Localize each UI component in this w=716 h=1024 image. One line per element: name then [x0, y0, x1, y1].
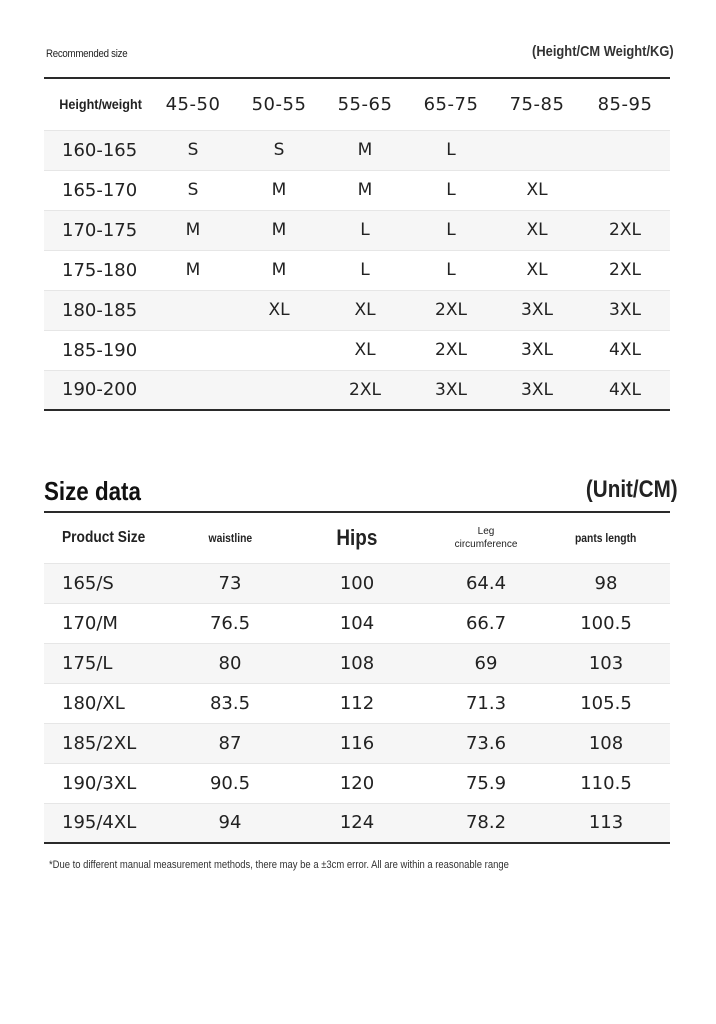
product-size-cell: 170/M [44, 603, 176, 643]
size-cell: L [322, 210, 408, 250]
pants-length-header-label: pants length [575, 530, 637, 545]
length-cell: 113 [542, 803, 670, 843]
hips-cell: 100 [284, 563, 430, 603]
table-row [44, 723, 670, 763]
table-row [44, 370, 670, 410]
size-cell: XL [236, 290, 322, 330]
size-cell: XL [494, 250, 580, 290]
size-cell: 3XL [494, 330, 580, 370]
size-data-table [44, 511, 670, 844]
recommended-size-header [44, 40, 674, 70]
size-cell: XL [494, 170, 580, 210]
size-data-header-row [44, 512, 670, 563]
product-size-cell: 190/3XL [44, 763, 176, 803]
size-cell [150, 370, 236, 410]
hips-cell: 112 [284, 683, 430, 723]
leg-header-line1: Leg [477, 525, 495, 537]
size-cell: 2XL [580, 210, 670, 250]
table-row [44, 290, 670, 330]
leg-cell: 64.4 [430, 563, 542, 603]
hips-header-label: Hips [336, 524, 378, 550]
hips-cell: 116 [284, 723, 430, 763]
size-cell: L [408, 250, 494, 290]
leg-circumference-header [430, 512, 542, 563]
pants-length-header [542, 512, 670, 563]
size-cell [580, 170, 670, 210]
size-cell: XL [322, 330, 408, 370]
hips-cell: 124 [284, 803, 430, 843]
measurement-footnote: *Due to different manual measurement methods, there may be a ±3cm error. All are within a reasonable range [49, 859, 509, 871]
size-cell: XL [494, 210, 580, 250]
size-cell: 3XL [494, 290, 580, 330]
size-cell: L [322, 250, 408, 290]
table-row [44, 130, 670, 170]
waistline-cell: 90.5 [176, 763, 284, 803]
recommended-header-row [44, 78, 670, 130]
length-cell: 110.5 [542, 763, 670, 803]
weight-column-header: 45-50 [165, 93, 221, 115]
size-cell: L [408, 170, 494, 210]
leg-cell: 66.7 [430, 603, 542, 643]
recommended-size-title: Recommended size [46, 48, 128, 60]
size-cell: M [236, 170, 322, 210]
hips-cell: 104 [284, 603, 430, 643]
weight-column-header: 55-65 [337, 93, 393, 115]
product-size-cell: 195/4XL [44, 803, 176, 843]
product-size-cell: 185/2XL [44, 723, 176, 763]
product-size-cell: 165/S [44, 563, 176, 603]
waistline-cell: 83.5 [176, 683, 284, 723]
height-range-cell: 190-200 [44, 370, 150, 410]
size-cell: 4XL [580, 330, 670, 370]
size-cell [236, 330, 322, 370]
leg-cell: 75.9 [430, 763, 542, 803]
size-cell: 3XL [408, 370, 494, 410]
table-row [44, 563, 670, 603]
table-row [44, 683, 670, 723]
recommended-size-table [44, 77, 670, 411]
size-cell: S [150, 130, 236, 170]
height-range-cell: 185-190 [44, 330, 150, 370]
size-cell: 3XL [494, 370, 580, 410]
size-cell: L [408, 210, 494, 250]
size-cell [494, 130, 580, 170]
height-range-cell: 180-185 [44, 290, 150, 330]
size-cell: 2XL [580, 250, 670, 290]
hips-cell: 120 [284, 763, 430, 803]
weight-column-header: 85-95 [597, 93, 653, 115]
product-size-cell: 180/XL [44, 683, 176, 723]
table-row [44, 803, 670, 843]
hips-header [284, 512, 430, 563]
table-row [44, 330, 670, 370]
table-row [44, 603, 670, 643]
length-cell: 98 [542, 563, 670, 603]
waistline-header-label: waistline [208, 530, 252, 545]
table-row [44, 763, 670, 803]
table-row [44, 250, 670, 290]
leg-cell: 71.3 [430, 683, 542, 723]
waistline-cell: 87 [176, 723, 284, 763]
hips-cell: 108 [284, 643, 430, 683]
length-cell: 108 [542, 723, 670, 763]
waistline-cell: 73 [176, 563, 284, 603]
size-cell: M [322, 130, 408, 170]
waistline-cell: 80 [176, 643, 284, 683]
height-range-cell: 160-165 [44, 130, 150, 170]
leg-cell: 69 [430, 643, 542, 683]
size-cell [150, 290, 236, 330]
size-data-header [44, 470, 678, 510]
size-cell: 3XL [580, 290, 670, 330]
size-cell: 2XL [408, 290, 494, 330]
height-range-cell: 175-180 [44, 250, 150, 290]
size-cell [580, 130, 670, 170]
size-cell [236, 370, 322, 410]
size-cell: M [150, 210, 236, 250]
length-cell: 100.5 [542, 603, 670, 643]
weight-column-header: 50-55 [251, 93, 307, 115]
size-data-title: Size data [44, 476, 141, 506]
length-cell: 103 [542, 643, 670, 683]
table-row [44, 170, 670, 210]
waistline-cell: 94 [176, 803, 284, 843]
weight-column-header: 65-75 [423, 93, 479, 115]
leg-cell: 78.2 [430, 803, 542, 843]
leg-cell: 73.6 [430, 723, 542, 763]
length-cell: 105.5 [542, 683, 670, 723]
leg-header-line2: circumference [454, 538, 518, 550]
size-data-unit-note: (Unit/CM) [586, 476, 678, 503]
weight-column-header: 75-85 [509, 93, 565, 115]
table-row [44, 643, 670, 683]
size-cell: XL [322, 290, 408, 330]
product-size-header [44, 512, 176, 563]
size-cell: L [408, 130, 494, 170]
waistline-header [176, 512, 284, 563]
size-cell: M [236, 250, 322, 290]
height-range-cell: 170-175 [44, 210, 150, 250]
height-range-cell: 165-170 [44, 170, 150, 210]
size-cell: M [322, 170, 408, 210]
table-row [44, 210, 670, 250]
size-cell: M [236, 210, 322, 250]
size-cell: 4XL [580, 370, 670, 410]
product-size-header-label: Product Size [62, 528, 146, 546]
waistline-cell: 76.5 [176, 603, 284, 643]
size-cell: 2XL [408, 330, 494, 370]
size-cell: M [150, 250, 236, 290]
size-cell: S [150, 170, 236, 210]
height-weight-corner-header: Height/weight [59, 96, 142, 113]
recommended-unit-note: (Height/CM Weight/KG) [532, 43, 674, 60]
product-size-cell: 175/L [44, 643, 176, 683]
size-cell [150, 330, 236, 370]
size-cell: 2XL [322, 370, 408, 410]
size-cell: S [236, 130, 322, 170]
